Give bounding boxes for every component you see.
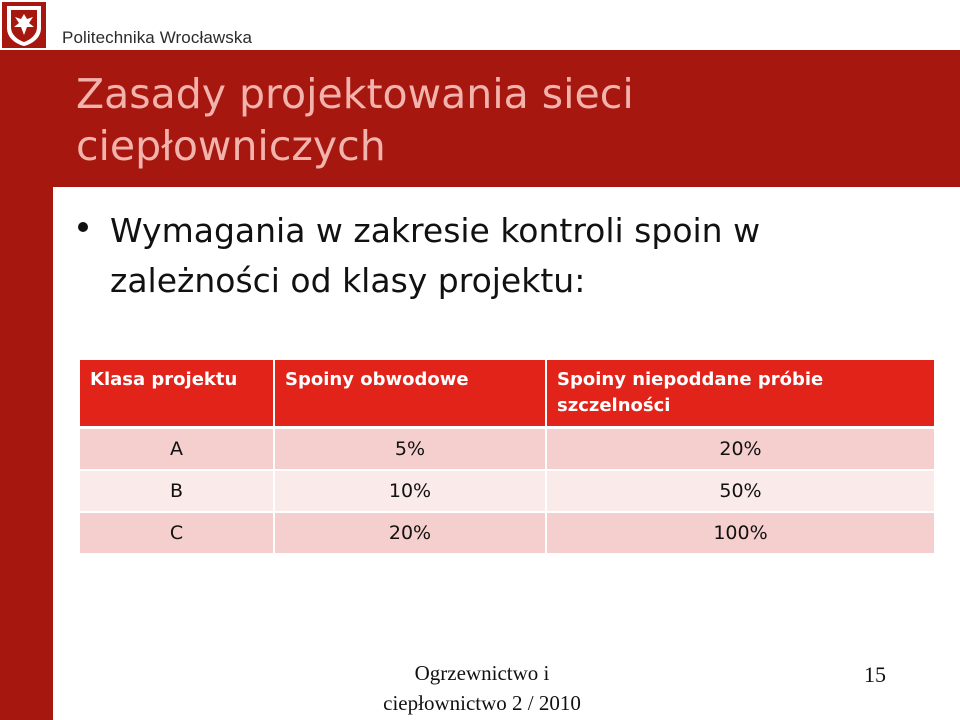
table-row bbox=[80, 512, 934, 554]
header-project-class: Klasa projektu bbox=[80, 360, 274, 428]
page-number: 15 bbox=[864, 662, 886, 687]
bullet-dot-icon bbox=[78, 222, 88, 232]
table-row bbox=[80, 428, 934, 471]
table-cell: 20% bbox=[274, 512, 546, 554]
table-header-row bbox=[80, 360, 934, 428]
table-row bbox=[80, 470, 934, 512]
table-cell: C bbox=[80, 512, 274, 554]
table-cell: 100% bbox=[546, 512, 934, 554]
table-cell: 50% bbox=[546, 470, 934, 512]
footer-line-1: Ogrzewnictwo i bbox=[414, 661, 550, 685]
header-untested-welds: Spoiny niepoddane próbie szczelności bbox=[546, 360, 934, 428]
university-crest-icon bbox=[2, 2, 46, 48]
bullet-item bbox=[78, 206, 938, 306]
slide-title: Zasady projektowania sieci ciepłowniczych bbox=[76, 70, 634, 170]
table-cell: 20% bbox=[546, 428, 934, 471]
table-cell: B bbox=[80, 470, 274, 512]
table-cell: A bbox=[80, 428, 274, 471]
bullet-text: Wymagania w zakresie kontroli spoin w zależności od klasy projektu: bbox=[110, 211, 761, 300]
footer-course-name bbox=[362, 658, 602, 718]
university-name: Politechnika Wrocławska bbox=[62, 28, 253, 47]
table-cell: 5% bbox=[274, 428, 546, 471]
table-cell: 10% bbox=[274, 470, 546, 512]
footer-line-2: ciepłownictwo 2 / 2010 bbox=[383, 691, 581, 715]
header-circumferential-welds: Spoiny obwodowe bbox=[274, 360, 546, 428]
left-accent-bar bbox=[0, 50, 53, 720]
weld-inspection-table bbox=[80, 360, 934, 555]
